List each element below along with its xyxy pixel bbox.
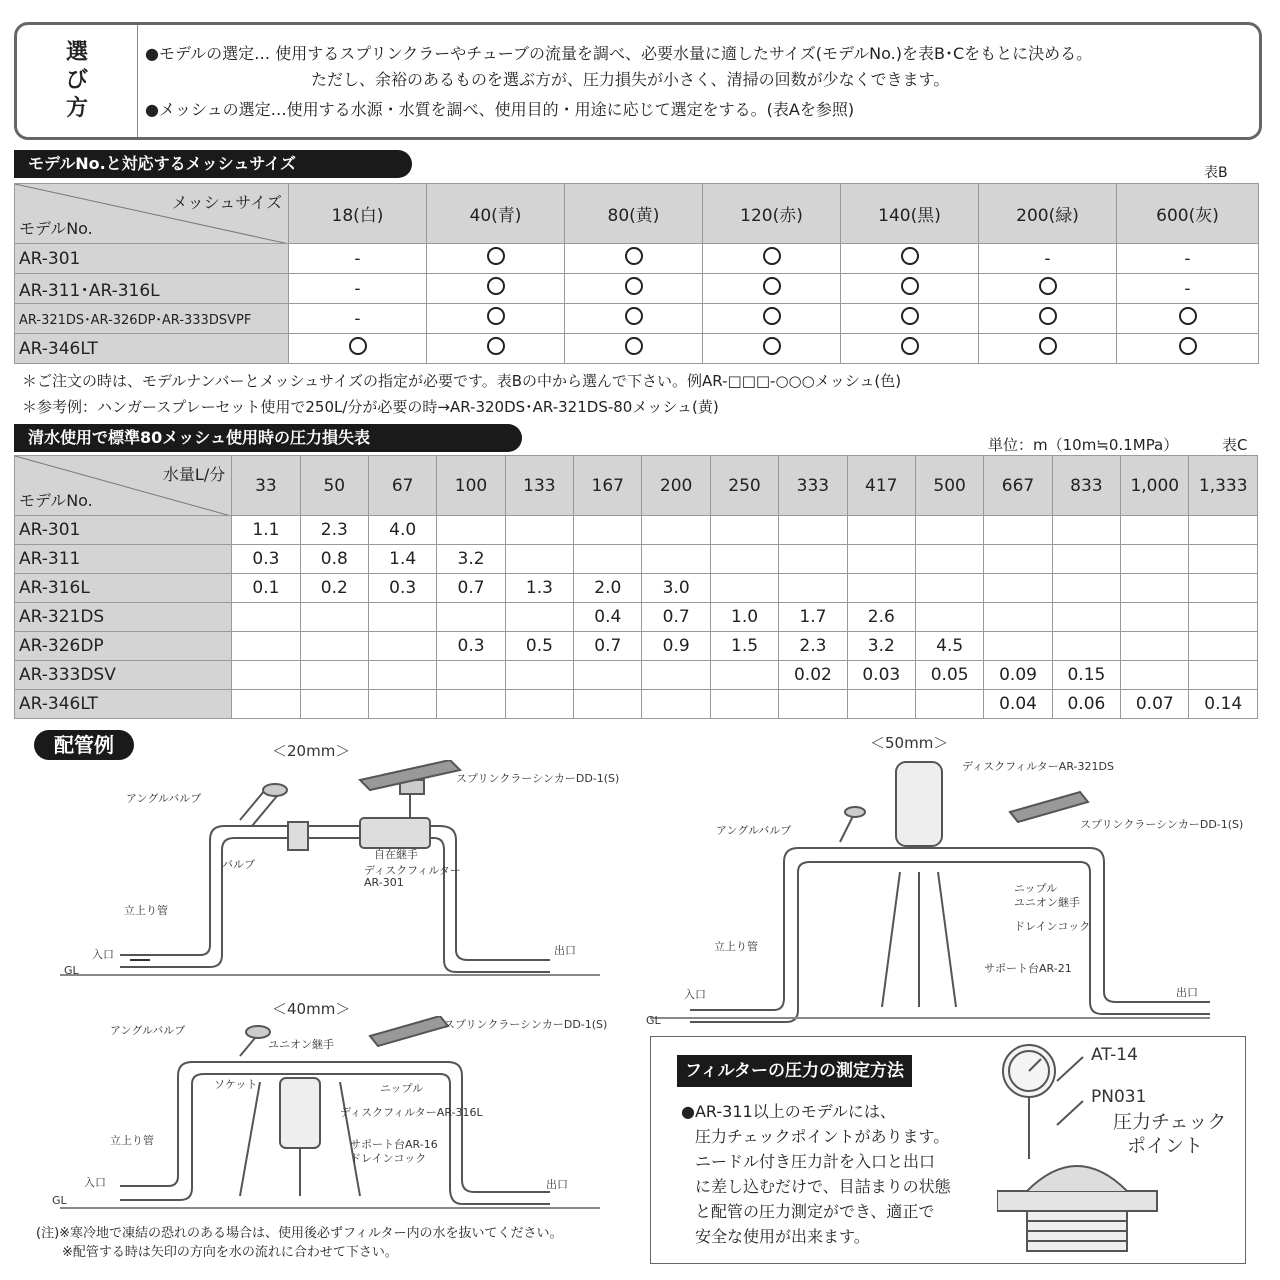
table-row xyxy=(15,574,1258,603)
pressure-loss-cell xyxy=(710,574,778,603)
flow-column-header: 833 xyxy=(1052,456,1120,516)
pressure-loss-cell xyxy=(1052,516,1120,545)
title-char: 選 xyxy=(65,40,88,65)
circle-icon xyxy=(349,337,367,355)
pressure-loss-cell xyxy=(642,661,710,690)
pressure-loss-cell: 2.3 xyxy=(300,516,368,545)
pressure-loss-cell: 4.5 xyxy=(915,632,983,661)
label-outlet-40: 出口 xyxy=(546,1178,568,1191)
label-outlet-50: 出口 xyxy=(1176,986,1198,999)
available-mark xyxy=(427,334,565,364)
model-cell: AR-311 xyxy=(15,545,232,574)
pressure-line: ●AR-311以上のモデルには、 xyxy=(681,1102,896,1121)
pressure-loss-cell: 0.05 xyxy=(915,661,983,690)
pressure-loss-cell: 0.15 xyxy=(1052,661,1120,690)
pressure-loss-cell: 1.1 xyxy=(232,516,300,545)
table-row xyxy=(15,274,1259,304)
flow-column-header: 33 xyxy=(232,456,300,516)
table-row xyxy=(15,516,1258,545)
pressure-loss-cell: 1.4 xyxy=(368,545,436,574)
pressure-loss-cell xyxy=(915,516,983,545)
table-row xyxy=(15,661,1258,690)
circle-icon xyxy=(901,307,919,325)
mesh-size-table xyxy=(14,183,1259,364)
check-point-label-1: 圧力チェック xyxy=(1113,1111,1227,1133)
label-filter-20: ディスクフィルター xyxy=(364,864,461,877)
pressure-loss-cell xyxy=(1189,632,1258,661)
flow-rate-header: 水量L/分 xyxy=(162,465,226,484)
flow-column-header: 100 xyxy=(437,456,505,516)
pressure-loss-cell xyxy=(984,632,1052,661)
pressure-loss-cell xyxy=(847,545,915,574)
circle-icon xyxy=(1039,337,1057,355)
pressure-loss-cell: 0.7 xyxy=(642,603,710,632)
table-c-label: 表C xyxy=(1222,436,1248,454)
label-riser-40: 立上り管 xyxy=(110,1134,154,1147)
available-mark xyxy=(841,244,979,274)
label-filter-40: ディスクフィルターAR-316L xyxy=(340,1106,483,1119)
pressure-loss-cell xyxy=(1189,603,1258,632)
pressure-loss-cell xyxy=(437,690,505,719)
mesh-column-header: 600(灰) xyxy=(1117,184,1259,244)
diagram-20mm-size: ＜20mm＞ xyxy=(272,742,351,760)
pressure-line: 圧力チェックポイントがあります。 xyxy=(695,1127,950,1146)
circle-icon xyxy=(625,307,643,325)
pressure-loss-cell: 0.2 xyxy=(300,574,368,603)
pressure-loss-cell xyxy=(779,545,847,574)
pressure-loss-cell: 0.5 xyxy=(505,632,573,661)
model-cell: AR-321DS･AR-326DP･AR-333DSVPF xyxy=(15,304,289,334)
pressure-loss-cell: 2.0 xyxy=(574,574,642,603)
pressure-loss-cell: 0.02 xyxy=(779,661,847,690)
flow-column-header: 250 xyxy=(710,456,778,516)
circle-icon xyxy=(1179,337,1197,355)
pressure-loss-table xyxy=(14,455,1258,719)
pressure-loss-cell: 4.0 xyxy=(368,516,436,545)
pressure-loss-cell xyxy=(915,603,983,632)
table-row xyxy=(15,334,1259,364)
pressure-loss-cell xyxy=(984,574,1052,603)
pressure-loss-cell: 0.7 xyxy=(574,632,642,661)
mesh-column-header: 40(青) xyxy=(427,184,565,244)
pressure-loss-cell xyxy=(368,690,436,719)
available-mark xyxy=(703,334,841,364)
mesh-column-header: 80(黄) xyxy=(565,184,703,244)
pressure-loss-cell xyxy=(915,690,983,719)
label-nipple-50: ニップル xyxy=(1014,882,1058,895)
flow-column-header: 50 xyxy=(300,456,368,516)
available-mark xyxy=(979,304,1117,334)
model-cell: AR-346LT xyxy=(15,690,232,719)
diagram-50mm xyxy=(650,752,1250,1028)
label-support-40: サポート台AR-16 xyxy=(350,1138,438,1151)
circle-icon xyxy=(763,337,781,355)
label-free-joint-20: 自在継手 xyxy=(374,848,418,861)
available-mark xyxy=(427,304,565,334)
selection-line-note: ただし、余裕のあるものを選ぶ方が、圧力損失が小さく、清掃の回数が少なくできます。 xyxy=(311,70,950,89)
label-angle-valve-50: アングルバルブ xyxy=(716,824,792,837)
label-outlet-20: 出口 xyxy=(554,944,576,957)
table-c-section-title: 清水使用で標準80メッシュ使用時の圧力損失表 xyxy=(14,424,522,452)
circle-icon xyxy=(1039,307,1057,325)
pressure-loss-cell xyxy=(300,690,368,719)
pressure-line: ニードル付き圧力計を入口と出口 xyxy=(695,1152,936,1171)
selection-line-mesh: ●メッシュの選定…使用する水源・水質を調べ、使用目的・用途に応じて選定をする。(表Aを参照) xyxy=(145,100,855,119)
circle-icon xyxy=(625,277,643,295)
table-row xyxy=(15,304,1259,334)
unavailable-mark: - xyxy=(289,304,427,334)
pressure-line: に差し込むだけで、目詰まりの状態 xyxy=(695,1177,951,1196)
table-row xyxy=(15,632,1258,661)
pressure-loss-cell: 3.0 xyxy=(642,574,710,603)
pressure-loss-cell xyxy=(710,690,778,719)
pressure-loss-cell: 0.06 xyxy=(1052,690,1120,719)
pressure-loss-cell xyxy=(779,516,847,545)
label-sinker-50: スプリンクラーシンカーDD-1(S) xyxy=(1080,818,1244,831)
pressure-loss-cell xyxy=(984,603,1052,632)
available-mark xyxy=(565,244,703,274)
pressure-loss-cell xyxy=(984,545,1052,574)
circle-icon xyxy=(487,247,505,265)
pressure-loss-cell: 0.04 xyxy=(984,690,1052,719)
pressure-loss-cell xyxy=(847,516,915,545)
circle-icon xyxy=(487,337,505,355)
flow-column-header: 1,333 xyxy=(1189,456,1258,516)
selection-guide-box xyxy=(14,22,1262,140)
pressure-loss-cell xyxy=(574,545,642,574)
label-angle-valve-20: アングルバルブ xyxy=(126,792,202,805)
pressure-loss-cell xyxy=(232,661,300,690)
pressure-loss-cell: 0.1 xyxy=(232,574,300,603)
pressure-loss-cell: 1.0 xyxy=(710,603,778,632)
label-riser-50: 立上り管 xyxy=(714,940,758,953)
pressure-loss-cell xyxy=(368,603,436,632)
pressure-loss-cell xyxy=(1189,545,1258,574)
pressure-loss-cell: 0.3 xyxy=(437,632,505,661)
pressure-loss-cell xyxy=(915,574,983,603)
pressure-loss-cell xyxy=(505,603,573,632)
pressure-loss-cell: 0.9 xyxy=(642,632,710,661)
label-gl-50: GL xyxy=(646,1014,661,1027)
pressure-loss-cell xyxy=(300,661,368,690)
circle-icon xyxy=(1179,307,1197,325)
pressure-loss-cell xyxy=(574,690,642,719)
gauge-label: AT-14 xyxy=(1091,1045,1138,1065)
available-mark xyxy=(565,334,703,364)
flow-column-header: 133 xyxy=(505,456,573,516)
pressure-loss-cell xyxy=(1052,632,1120,661)
footnote-freeze: (注)※寒冷地で凍結の恐れのある場合は、使用後必ずフィルター内の水を抜いてください。 xyxy=(36,1226,563,1241)
circle-icon xyxy=(901,277,919,295)
table-row xyxy=(15,603,1258,632)
table-b-section-title: モデルNo.と対応するメッシュサイズ xyxy=(14,150,412,178)
pressure-loss-cell xyxy=(574,516,642,545)
pressure-loss-cell xyxy=(1121,574,1189,603)
model-no-header: モデルNo. xyxy=(19,491,93,510)
pressure-loss-cell xyxy=(1052,545,1120,574)
pressure-loss-cell xyxy=(1189,516,1258,545)
pressure-line: 安全な使用が出来ます。 xyxy=(695,1227,870,1246)
pressure-measurement-box xyxy=(650,1036,1246,1264)
table-c-body xyxy=(15,516,1258,719)
pressure-loss-cell: 0.7 xyxy=(437,574,505,603)
pressure-loss-cell xyxy=(505,516,573,545)
label-sinker-40: スプリンクラーシンカーDD-1(S) xyxy=(444,1018,608,1031)
diagram-50mm-size: ＜50mm＞ xyxy=(870,734,949,752)
pressure-loss-cell: 2.3 xyxy=(779,632,847,661)
label-inlet-50: 入口 xyxy=(684,988,706,1001)
label-union-40: ユニオン継手 xyxy=(268,1038,334,1051)
selection-line-model: ●モデルの選定… 使用するスプリンクラーやチューブの流量を調べ、必要水量に適したサイズ(モデルNo.)を表B･Cをもとに決める。 xyxy=(145,44,1093,63)
title-char: び xyxy=(65,68,88,93)
pressure-loss-cell xyxy=(300,603,368,632)
label-inlet-40: 入口 xyxy=(84,1176,106,1189)
pressure-loss-cell xyxy=(915,545,983,574)
pressure-loss-cell xyxy=(779,690,847,719)
pressure-loss-cell xyxy=(505,690,573,719)
available-mark xyxy=(427,244,565,274)
model-cell: AR-333DSV xyxy=(15,661,232,690)
flow-column-header: 417 xyxy=(847,456,915,516)
circle-icon xyxy=(625,337,643,355)
unavailable-mark: - xyxy=(289,244,427,274)
pressure-loss-cell xyxy=(437,661,505,690)
pressure-loss-cell xyxy=(368,661,436,690)
pressure-loss-cell xyxy=(1052,574,1120,603)
available-mark xyxy=(703,274,841,304)
table-b-body xyxy=(15,244,1259,364)
label-filter-50: ディスクフィルターAR-321DS xyxy=(962,760,1114,773)
pressure-loss-cell: 0.07 xyxy=(1121,690,1189,719)
available-mark xyxy=(841,334,979,364)
pressure-loss-cell xyxy=(505,545,573,574)
circle-icon xyxy=(625,247,643,265)
available-mark xyxy=(703,244,841,274)
unavailable-mark: - xyxy=(1117,244,1259,274)
pressure-loss-cell xyxy=(1121,632,1189,661)
available-mark xyxy=(979,334,1117,364)
pressure-loss-cell: 0.3 xyxy=(232,545,300,574)
pressure-loss-cell: 1.7 xyxy=(779,603,847,632)
table-c-unit: 単位：m（10m≒0.1MPa） xyxy=(988,436,1179,454)
model-cell: AR-321DS xyxy=(15,603,232,632)
label-sinker-20: スプリンクラーシンカーDD-1(S) xyxy=(456,772,620,785)
pressure-loss-cell xyxy=(1189,661,1258,690)
circle-icon xyxy=(487,307,505,325)
flow-column-header: 167 xyxy=(574,456,642,516)
label-angle-valve-40: アングルバルブ xyxy=(110,1024,186,1037)
label-drain-40: ドレインコック xyxy=(350,1152,427,1165)
pressure-loss-cell xyxy=(232,632,300,661)
mesh-column-header: 200(緑) xyxy=(979,184,1117,244)
flow-column-header: 1,000 xyxy=(1121,456,1189,516)
table-row xyxy=(15,545,1258,574)
title-char: 方 xyxy=(65,96,88,121)
mesh-column-header: 140(黒) xyxy=(841,184,979,244)
flow-column-header: 67 xyxy=(368,456,436,516)
unavailable-mark: - xyxy=(979,244,1117,274)
label-nipple-40: ニップル xyxy=(380,1082,424,1095)
pressure-loss-cell: 0.8 xyxy=(300,545,368,574)
pressure-loss-cell: 0.4 xyxy=(574,603,642,632)
label-drain-50: ドレインコック xyxy=(1014,920,1091,933)
circle-icon xyxy=(901,247,919,265)
pressure-loss-cell xyxy=(642,690,710,719)
flow-column-header: 333 xyxy=(779,456,847,516)
label-union-50: ユニオン継手 xyxy=(1014,896,1080,909)
label-socket-40: ソケット xyxy=(214,1078,258,1091)
pressure-loss-cell: 0.14 xyxy=(1189,690,1258,719)
flow-column-header: 200 xyxy=(642,456,710,516)
pressure-loss-cell xyxy=(300,632,368,661)
piping-section-title: 配管例 xyxy=(34,730,134,760)
available-mark xyxy=(565,304,703,334)
pressure-loss-cell xyxy=(505,661,573,690)
available-mark xyxy=(979,274,1117,304)
unavailable-mark: - xyxy=(1117,274,1259,304)
model-cell: AR-326DP xyxy=(15,632,232,661)
available-mark xyxy=(1117,334,1259,364)
footnote-flow-direction: ※配管する時は矢印の方向を水の流れに合わせて下さい。 xyxy=(62,1245,398,1260)
pressure-loss-cell: 3.2 xyxy=(437,545,505,574)
table-b-corner-header xyxy=(15,184,289,244)
available-mark xyxy=(427,274,565,304)
pressure-loss-cell xyxy=(642,545,710,574)
pressure-loss-cell: 1.5 xyxy=(710,632,778,661)
label-inlet-20: 入口 xyxy=(92,948,114,961)
table-b-note-order: ＊ご注文の時は、モデルナンバーとメッシュサイズの指定が必要です。表Bの中から選んで下さい。例AR-□□□-○○○メッシュ(色) xyxy=(22,372,902,390)
available-mark xyxy=(841,304,979,334)
mesh-size-header: メッシュサイズ xyxy=(171,193,282,212)
available-mark xyxy=(289,334,427,364)
pressure-loss-cell xyxy=(710,516,778,545)
available-mark xyxy=(1117,304,1259,334)
label-valve-20: バルブ xyxy=(222,858,255,871)
model-cell: AR-301 xyxy=(15,244,289,274)
check-point-label-2: ポイント xyxy=(1127,1135,1204,1157)
circle-icon xyxy=(901,337,919,355)
pressure-loss-cell: 1.3 xyxy=(505,574,573,603)
pressure-loss-cell xyxy=(1052,603,1120,632)
label-riser-20: 立上り管 xyxy=(124,904,168,917)
pressure-loss-cell xyxy=(847,690,915,719)
pressure-line: と配管の圧力測定ができ、適正で xyxy=(695,1202,935,1221)
pressure-loss-cell: 0.09 xyxy=(984,661,1052,690)
available-mark xyxy=(565,274,703,304)
label-filter-model-20: AR-301 xyxy=(364,876,404,889)
model-cell: AR-311･AR-316L xyxy=(15,274,289,304)
pressure-loss-cell xyxy=(1189,574,1258,603)
table-row xyxy=(15,690,1258,719)
table-c-corner-header xyxy=(15,456,232,516)
circle-icon xyxy=(763,307,781,325)
pressure-loss-cell xyxy=(1121,661,1189,690)
pressure-loss-cell xyxy=(1121,603,1189,632)
table-row xyxy=(15,244,1259,274)
diagram-40mm-size: ＜40mm＞ xyxy=(272,1000,351,1018)
pressure-loss-cell xyxy=(847,574,915,603)
circle-icon xyxy=(487,277,505,295)
flow-column-header: 500 xyxy=(915,456,983,516)
available-mark xyxy=(841,274,979,304)
circle-icon xyxy=(763,247,781,265)
pressure-loss-cell xyxy=(574,661,642,690)
label-gl-40: GL xyxy=(52,1194,67,1207)
pressure-loss-cell: 2.6 xyxy=(847,603,915,632)
model-cell: AR-346LT xyxy=(15,334,289,364)
table-b-note-example: ＊参考例：ハンガースプレーセット使用で250L/分が必要の時→AR-320DS･AR-321DS-80メッシュ(黄) xyxy=(22,398,719,416)
pressure-loss-cell xyxy=(1121,516,1189,545)
pressure-loss-cell xyxy=(710,661,778,690)
label-gl-20: GL xyxy=(64,964,79,977)
circle-icon xyxy=(1039,277,1057,295)
circle-icon xyxy=(763,277,781,295)
pressure-loss-cell: 3.2 xyxy=(847,632,915,661)
label-support-50: サポート台AR-21 xyxy=(984,962,1072,975)
unavailable-mark: - xyxy=(289,274,427,304)
pressure-loss-cell xyxy=(710,545,778,574)
pressure-loss-cell xyxy=(984,516,1052,545)
pressure-loss-cell xyxy=(1121,545,1189,574)
pressure-title: フィルターの圧力の測定方法 xyxy=(677,1055,912,1087)
model-no-header: モデルNo. xyxy=(19,219,93,238)
pressure-loss-cell xyxy=(232,690,300,719)
flow-column-header: 667 xyxy=(984,456,1052,516)
mesh-column-header: 120(赤) xyxy=(703,184,841,244)
pressure-loss-cell xyxy=(642,516,710,545)
pressure-loss-cell xyxy=(368,632,436,661)
pressure-loss-cell: 0.3 xyxy=(368,574,436,603)
table-b-label: 表B xyxy=(1204,165,1228,181)
pressure-loss-cell: 0.03 xyxy=(847,661,915,690)
pressure-loss-cell xyxy=(232,603,300,632)
pn-label: PN031 xyxy=(1091,1087,1147,1107)
available-mark xyxy=(703,304,841,334)
pressure-loss-cell xyxy=(779,574,847,603)
pressure-loss-cell xyxy=(437,516,505,545)
mesh-column-header: 18(白) xyxy=(289,184,427,244)
model-cell: AR-316L xyxy=(15,574,232,603)
selection-title xyxy=(17,25,138,137)
model-cell: AR-301 xyxy=(15,516,232,545)
pressure-loss-cell xyxy=(437,603,505,632)
